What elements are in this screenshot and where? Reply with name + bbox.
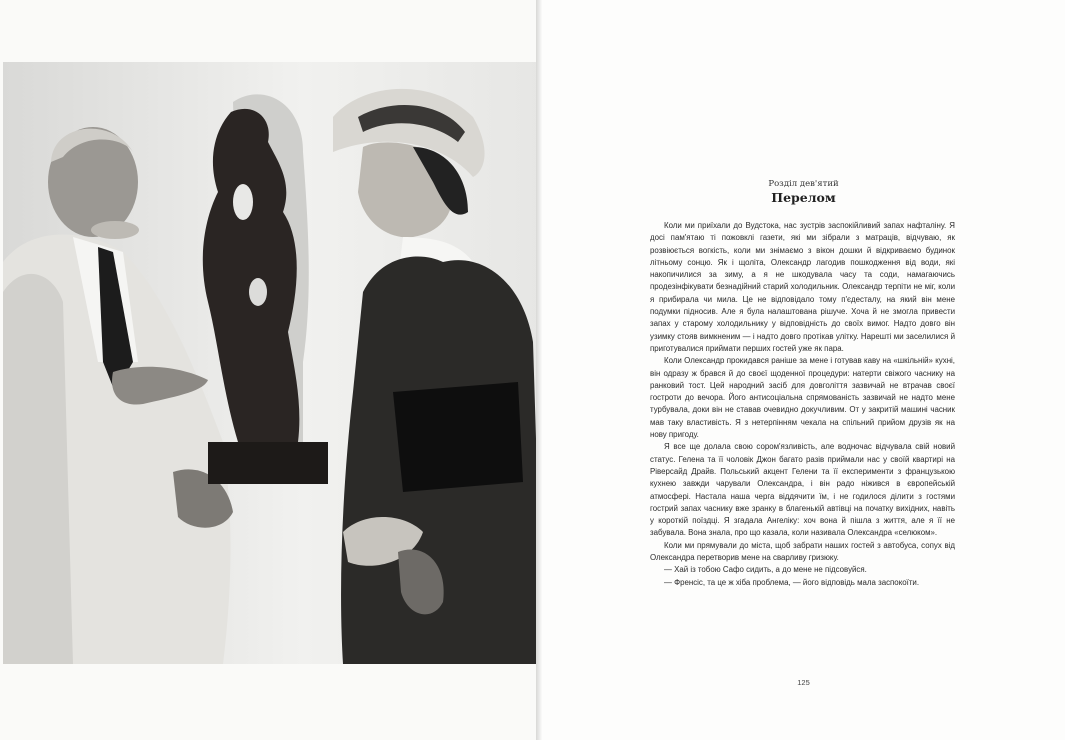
chapter-label: Розділ дев'ятий <box>768 179 839 189</box>
paragraph: Я все ще долала свою сором'язливість, але водночас відчувала свій новий статус. Гелена та її чоловік Джон багато разів приймали нас у своїй квартирі на Ріверсайд Драйв. Польський акцент Гелени та її експерименти з французькою кухнею завжди чарували Олександра, і він радо ніжився в європейській атмосфері. Настала наша черга віддячити їм, і не годилося ділити з гостями гострий запах часнику вже зранку в благенькій автівці на початку вихідних, навіть у короткій поїздці. Я згадала Ангеліку: хоч вона й пішла з життя, але я її не забувала. Вона знала, про що казала, коли називала Олександра «селюком». <box>650 442 955 538</box>
page-number: 125 <box>797 678 810 687</box>
paragraph: Коли Олександр прокидався раніше за мене і готував каву на «шкільній» кухні, він одразу ж брався й до своєї щоденної процедури: натерти свіжого часнику на ранковий тост. Цей народний засіб для довголіття зазвичай не втрачав своєї гостроти до вечора. Його антисоціальна спрямованість зазвичай не надто мене турбувала, доки він не ставав очевидно докучливим. От у закритій машині часник мав таку властивість. Я з нетерпінням чекала на спільний прийом друзів як на нову пригоду. <box>650 356 955 440</box>
photograph <box>3 62 548 664</box>
dialogue-line: — Хай із тобою Сафо сидить, а до мене не підсовуйся. <box>664 565 867 575</box>
dialogue-line: — Френсіс, та це ж хіба проблема, — його відповідь мала заспокоїти. <box>664 577 920 587</box>
paragraph: Коли ми приїхали до Вудстока, нас зустрів заспокійливий запах нафталіну. Я досі пам'ятаю ті пожовклі газети, які ми зібрали з матраців, відчуваю, як розвіюється вогкість, коли ми знімаємо з вікон дошки й відкриваємо будинок літньому сонцю. Як і щоліта, Олександр лагодив пошкодження від води, які накопичилися за зиму, а я не шкодувала часу та соди, намагаючись продезінфікувати безнадійний старий холодильник. Олександр терпіти не міг, коли я прибирала чи мила. Це не відповідало тому п'єдесталу, на який він мене подумки підносив. Але я була налаштована рішуче. Хоча й не змогла привести запах у старому холодильнику у відповідність до своїх вимог. Надто довго він узимку стояв вимкненим — і надто довго протікав улітку. Нарешті ми заселилися й приготувалися приймати перших гостей уже як пара. <box>650 221 955 353</box>
chapter-title: Перелом <box>771 190 836 205</box>
body-text <box>650 220 955 589</box>
paragraph: Коли ми прямували до міста, щоб забрати наших гостей з автобуса, сопух від Олександра перетворив мене на сварливу гризюку. <box>650 540 955 563</box>
